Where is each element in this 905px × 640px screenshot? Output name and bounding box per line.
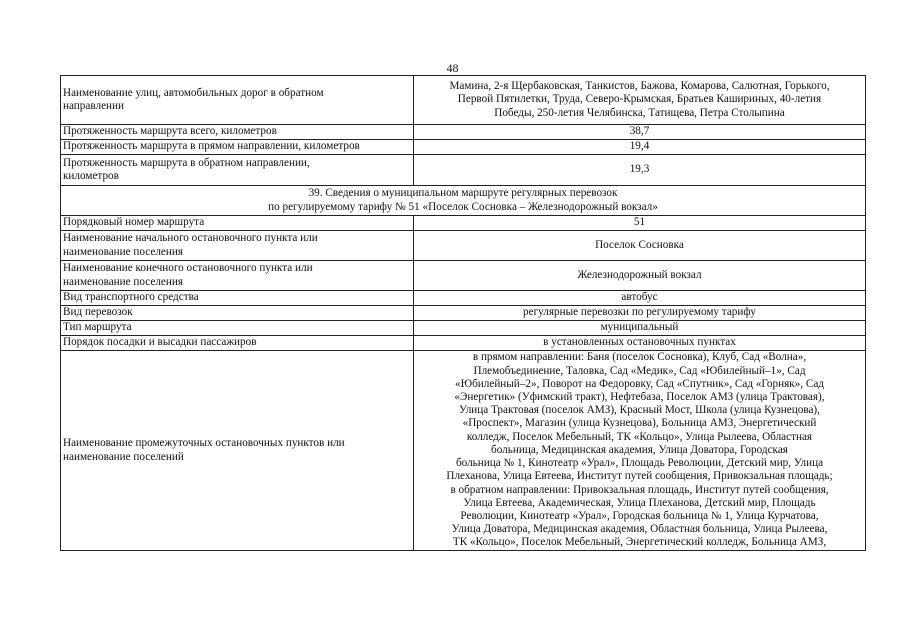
- table-row: [61, 125, 866, 140]
- row-label: Вид транспортного средства: [61, 291, 414, 306]
- row-value: Мамина, 2-я Щербаковская, Танкистов, Бажова, Комарова, Салютная, Горького, Первой Пятилетки, Труда, Северо-Крымская, Братьев Кашириных, 40-летия Победы, 250-летия Челябинска, Татищева, Петра Столыпина: [414, 76, 866, 125]
- row-value: регулярные перевозки по регулируемому тарифу: [414, 306, 866, 321]
- table-row: [61, 155, 866, 186]
- section-title: 39. Сведения о муниципальном маршруте регулярных перевозок по регулируемому тарифу № 51 «Поселок Сосновка – Железнодорожный вокзал»: [61, 186, 866, 216]
- page-number: 48: [446, 61, 459, 75]
- row-label: Протяженность маршрута в прямом направлении, километров: [61, 140, 414, 155]
- row-label: Наименование начального остановочного пункта или наименование поселения: [61, 231, 414, 261]
- table-row: [61, 336, 866, 351]
- row-label: Наименование конечного остановочного пункта или наименование поселения: [61, 261, 414, 291]
- row-value: 51: [414, 216, 866, 231]
- table-row: [61, 291, 866, 306]
- row-value: 19,3: [414, 155, 866, 186]
- row-value: Железнодорожный вокзал: [414, 261, 866, 291]
- table-row: [61, 140, 866, 155]
- row-value: в прямом направлении: Баня (поселок Сосновка), Клуб, Сад «Волна», Племобъединение, Таловка, Сад «Медик», Сад «Юбилейный–1», Сад «Юбилейный–2», Поворот на Федоровку, Сад «Спутник», Сад «Горняк», Сад «Энергетик» (Уфимский тракт), Нефтебаза, Поселок АМЗ (улица Трактовая), Улица Трактовая (поселок АМЗ), Красный Мост, Школа (улица Кузнецова), «Проспект», Магазин (улица Кузнецова), Больница АМЗ, Энергетический колледж, Поселок Мебельный, ТК «Кольцо», Улица Рылеева, Областная больница, Медицинская академия, Улица Доватора, Городская больница № 1, Кинотеатр «Урал», Площадь Революции, Детский мир, Улица Плеханова, Улица Евтеева, Институт путей сообщения, Привокзальная площадь; в обратном направлении: Привокзальная площадь, Институт путей сообщения, Улица Евтеева, Академическая, Улица Плеханова, Детский мир, Площадь Революции, Кинотеатр «Урал», Городская больница № 1, Улица Курчатова, Улица Доватора, Медицинская академия, Областная больница, Улица Рылеева, ТК «Кольцо», Поселок Мебельный, Энергетический колледж, Больница АМЗ,: [414, 351, 866, 551]
- table-row: [61, 231, 866, 261]
- row-value: автобус: [414, 291, 866, 306]
- row-label: Тип маршрута: [61, 321, 414, 336]
- section-heading-row: [61, 186, 866, 216]
- table-row: [61, 261, 866, 291]
- row-label: Наименование промежуточных остановочных пунктов или наименование поселений: [61, 351, 414, 551]
- table-row: [61, 306, 866, 321]
- row-value: 38,7: [414, 125, 866, 140]
- route-info-table: [60, 75, 866, 551]
- row-label: Порядок посадки и высадки пассажиров: [61, 336, 414, 351]
- row-value: Поселок Сосновка: [414, 231, 866, 261]
- row-label: Вид перевозок: [61, 306, 414, 321]
- table-row: [61, 216, 866, 231]
- row-value: муниципальный: [414, 321, 866, 336]
- table-row: [61, 76, 866, 125]
- row-label: Протяженность маршрута в обратном направлении, километров: [61, 155, 414, 186]
- table-row: [61, 351, 866, 551]
- table-row: [61, 321, 866, 336]
- row-value: 19,4: [414, 140, 866, 155]
- row-value: в установленных остановочных пунктах: [414, 336, 866, 351]
- row-label: Порядковый номер маршрута: [61, 216, 414, 231]
- row-label: Протяженность маршрута всего, километров: [61, 125, 414, 140]
- row-label: Наименование улиц, автомобильных дорог в обратном направлении: [61, 76, 414, 125]
